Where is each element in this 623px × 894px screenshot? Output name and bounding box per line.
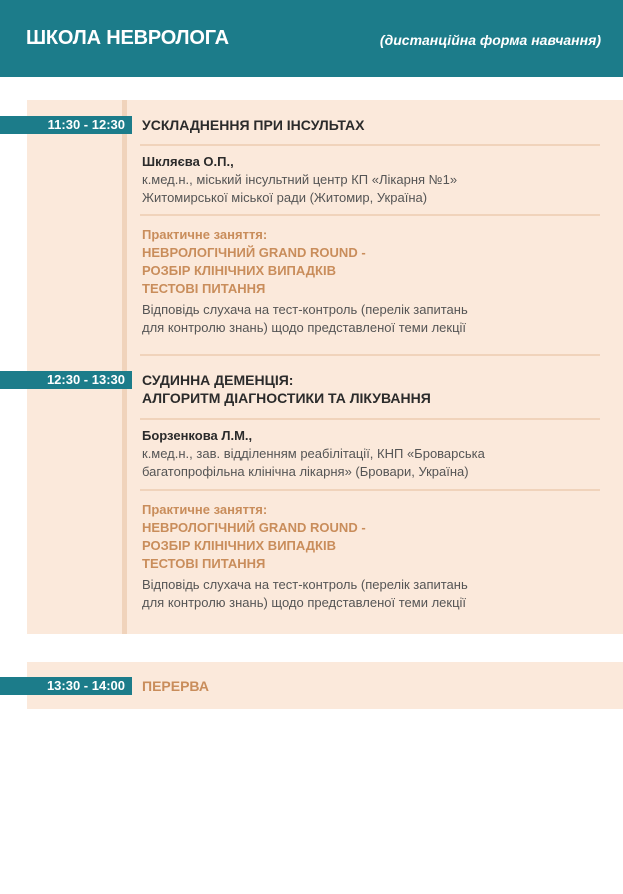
- practice-block-2: [142, 501, 468, 612]
- practice-block-1: [142, 226, 468, 337]
- practice-label: Практичне заняття:: [142, 227, 268, 242]
- practice-label: Практичне заняття:: [142, 502, 268, 517]
- session-time-1: 11:30 - 12:30: [0, 116, 132, 134]
- separator: [140, 144, 600, 146]
- practice-title-line: ТЕСТОВІ ПИТАННЯ: [142, 556, 266, 571]
- practice-description-line: Відповідь слухача на тест-контроль (перелік запитань: [142, 577, 468, 592]
- header-title: ШКОЛА НЕВРОЛОГА: [26, 27, 229, 49]
- speaker-name: Борзенкова Л.М.,: [142, 428, 253, 443]
- practice-title-line: РОЗБІР КЛІНІЧНИХ ВИПАДКІВ: [142, 538, 336, 553]
- page-header: [0, 0, 623, 77]
- speaker-affiliation-line: багатопрофільна клінічна лікарня» (Бровари, Україна): [142, 464, 469, 479]
- session-title-line: СУДИННА ДЕМЕНЦІЯ:: [142, 372, 294, 388]
- separator: [140, 214, 600, 216]
- practice-title-line: РОЗБІР КЛІНІЧНИХ ВИПАДКІВ: [142, 263, 336, 278]
- session-title-1: [142, 116, 364, 134]
- practice-description-line: для контролю знань) щодо представленої теми лекції: [142, 595, 467, 610]
- practice-title-line: ТЕСТОВІ ПИТАННЯ: [142, 281, 266, 296]
- speaker-affiliation-line: Житомирської міської ради (Житомир, Україна): [142, 190, 428, 205]
- session-title-line: УСКЛАДНЕННЯ ПРИ ІНСУЛЬТАХ: [142, 117, 365, 133]
- break-time: 13:30 - 14:00: [0, 677, 132, 695]
- header-subtitle: (дистанційна форма навчання): [379, 32, 601, 48]
- practice-description-line: для контролю знань) щодо представленої теми лекції: [142, 320, 467, 335]
- practice-description: [142, 301, 468, 337]
- speaker-2: [142, 427, 485, 481]
- separator: [140, 489, 600, 491]
- practice-description: [142, 576, 468, 612]
- break-title: ПЕРЕРВА: [142, 678, 209, 694]
- timeline-divider: [122, 100, 127, 634]
- speaker-affiliation-line: к.мед.н., міський інсультний центр КП «Лікарня №1»: [142, 172, 458, 187]
- practice-description-line: Відповідь слухача на тест-контроль (перелік запитань: [142, 302, 468, 317]
- practice-title-line: НЕВРОЛОГІЧНИЙ GRAND ROUND -: [142, 520, 366, 535]
- speaker-affiliation-line: к.мед.н., зав. відділенням реабілітації, КНП «Броварська: [142, 446, 485, 461]
- speaker-1: [142, 153, 457, 207]
- separator: [140, 354, 600, 356]
- session-title-line: АЛГОРИТМ ДІАГНОСТИКИ ТА ЛІКУВАННЯ: [142, 390, 431, 406]
- session-time-2: 12:30 - 13:30: [0, 371, 132, 389]
- session-title-2: [142, 371, 431, 407]
- practice-title-line: НЕВРОЛОГІЧНИЙ GRAND ROUND -: [142, 245, 366, 260]
- speaker-name: Шкляєва О.П.,: [142, 154, 234, 169]
- separator: [140, 418, 600, 420]
